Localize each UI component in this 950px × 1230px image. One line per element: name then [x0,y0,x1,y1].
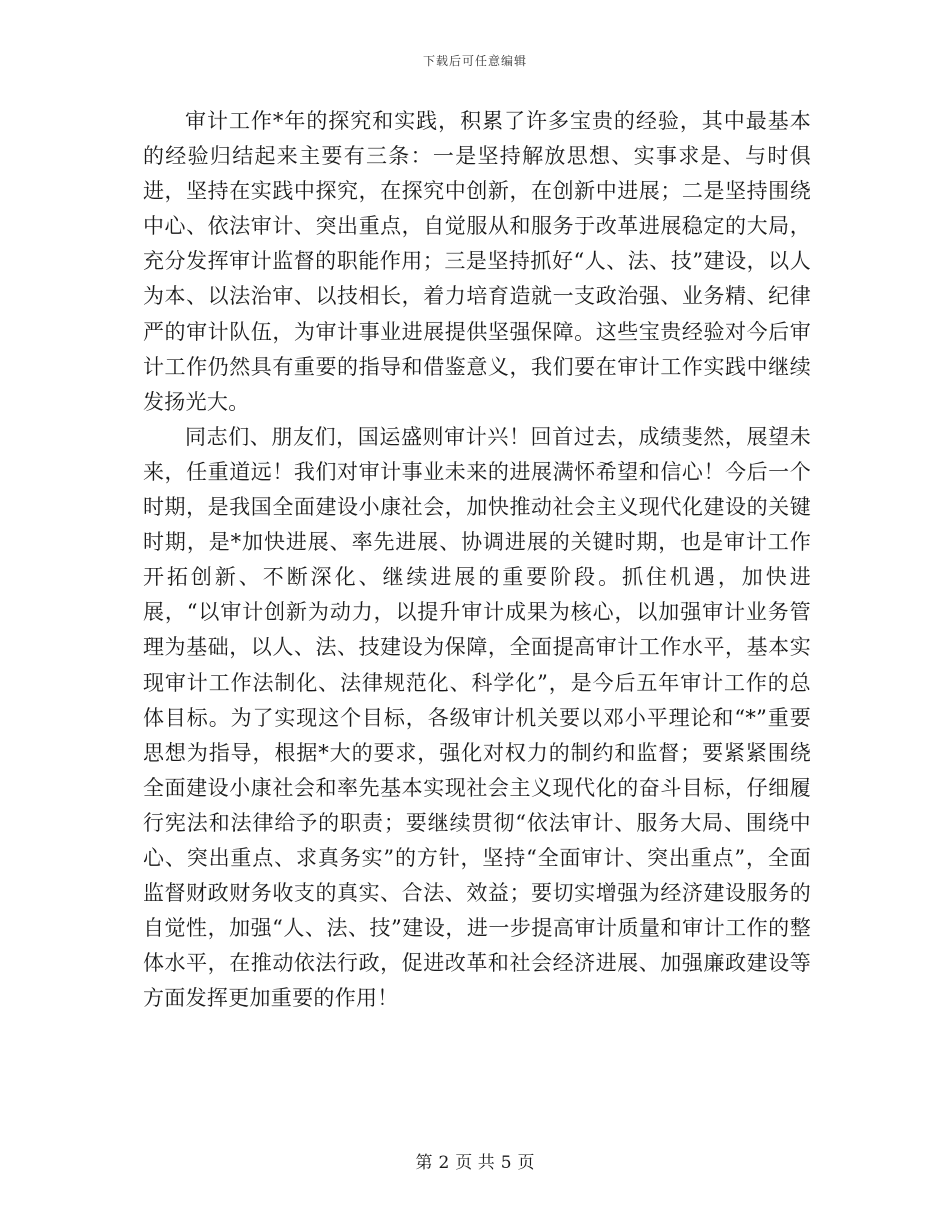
page-number-total: 5 [500,1153,512,1173]
document-body [143,104,811,1016]
paragraph: 审计工作*年的探究和实践，积累了许多宝贵的经验，其中最基本的经验归结起来主要有三条：一是坚持解放思想、实事求是、与时俱进，坚持在实践中探究，在探究中创新，在创新中进展；二是坚持围绕中心、依法审计、突出重点，自觉服从和服务于改革进展稳定的大局，充分发挥审计监督的职能作用；三是坚持抓好“人、法、技”建设，以人为本、以法治审、以技相长，着力培育造就一支政治强、业务精、纪律严的审计队伍，为审计事业进展提供坚强保障。这些宝贵经验对今后审计工作仍然具有重要的指导和借鉴意义，我们要在审计工作实践中继续发扬光大。 [143,109,811,414]
page-number-current: 2 [438,1153,450,1173]
page-number-suffix: 页 [517,1153,535,1173]
page-number-prefix: 第 [415,1153,433,1173]
page-number [0,1148,950,1173]
page-header-note: 下载后可任意编辑 [422,54,527,68]
page-number-middle: 页 共 [455,1153,495,1173]
paragraph: 同志们、朋友们，国运盛则审计兴！回首过去，成绩斐然，展望未来，任重道远！我们对审计事业未来的进展满怀希望和信心！今后一个时期，是我国全面建设小康社会，加快推动社会主义现代化建设的关键时期，是*加快进展、率先进展、协调进展的关键时期，也是审计工作开拓创新、不断深化、继续进展的重要阶段。抓住机遇，加快进展，“以审计创新为动力，以提升审计成果为核心，以加强审计业务管理为基础，以人、法、技建设为保障，全面提高审计工作水平，基本实现审计工作法制化、法律规范化、科学化”，是今后五年审计工作的总体目标。为了实现这个目标，各级审计机关要以邓小平理论和“*”重要思想为指导，根据*大的要求，强化对权力的制约和监督；要紧紧围绕全面建设小康社会和率先基本实现社会主义现代化的奋斗目标，仔细履行宪法和法律给予的职责；要继续贯彻“依法审计、服务大局、围绕中心、突出重点、求真务实”的方针，坚持“全面审计、突出重点”，全面监督财政财务收支的真实、合法、效益；要切实增强为经济建设服务的自觉性，加强“人、法、技”建设，进一步提高审计质量和审计工作的整体水平，在推动依法行政，促进改革和社会经济进展、加强廉政建设等方面发挥更加重要的作用！ [143,424,811,1011]
